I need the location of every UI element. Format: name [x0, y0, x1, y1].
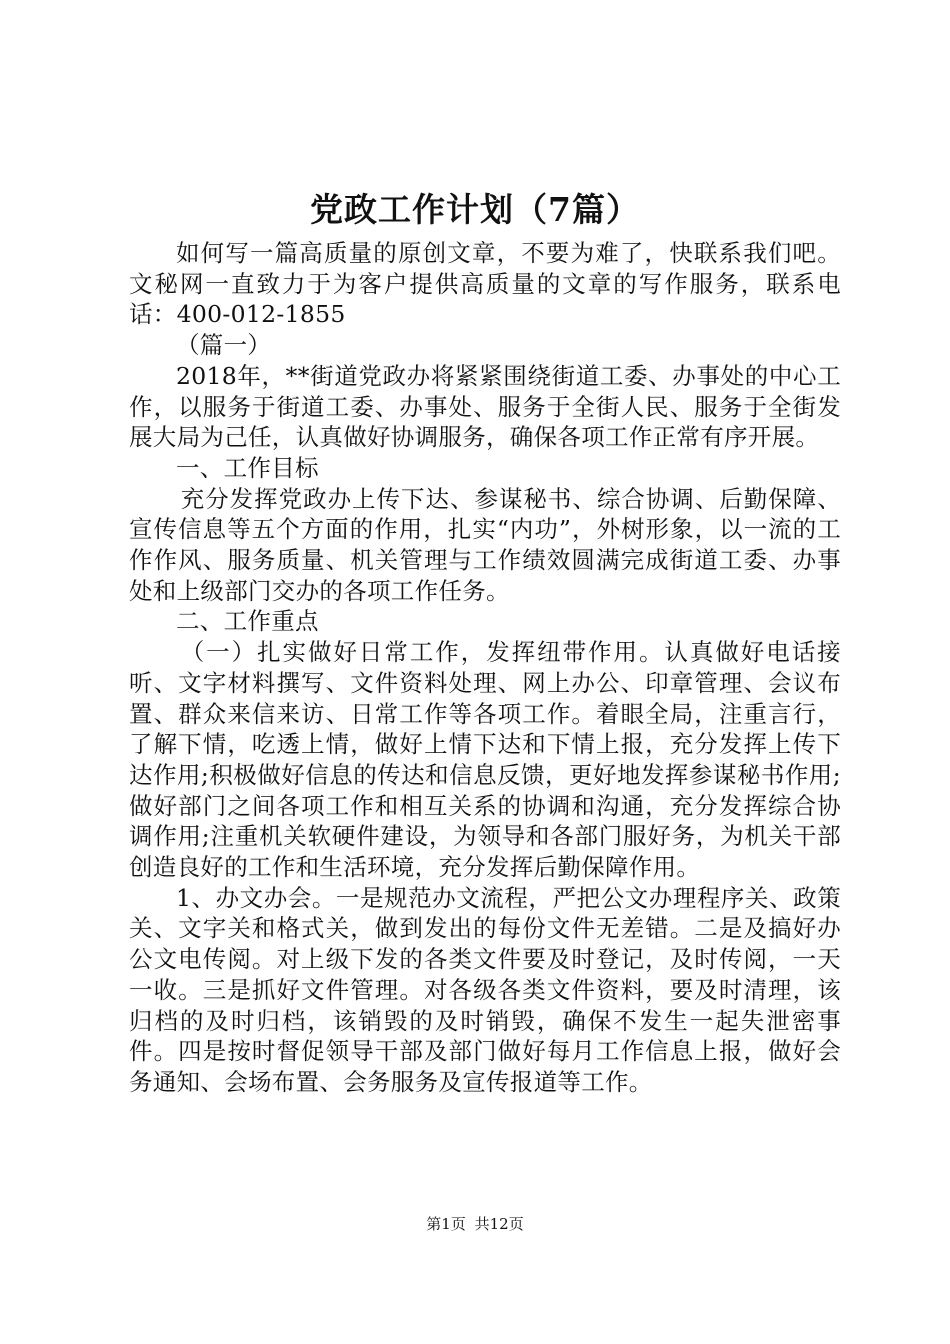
section-heading-part-one: （篇一）	[176, 331, 272, 360]
page-number: 第1页	[426, 1215, 466, 1233]
intro-paragraph: 如何写一篇高质量的原创文章，不要为难了，快联系我们吧。文秘网一直致力于为客户提供高质量的文章的写作服务，联系电话：400-012-1855	[129, 239, 841, 329]
page-footer	[0, 1213, 950, 1235]
overview-paragraph: 2018年，**街道党政办将紧紧围绕街道工委、办事处的中心工作，以服务于街道工委、办事处、服务于全街人民、服务于全街发展大局为己任，认真做好协调服务，确保各项工作正常有序开展。	[129, 361, 841, 452]
work-goals-paragraph: 充分发挥党政办上传下达、参谋秘书、综合协调、后勤保障、宣传信息等五个方面的作用，扎实“内功”，外树形象，以一流的工作作风、服务质量、机关管理与工作绩效圆满完成街道工委、办事处和上级部门交办的各项工作任务。	[129, 484, 841, 605]
heading-work-focus: 二、工作重点	[176, 607, 319, 636]
page-total: 共12页	[474, 1215, 524, 1233]
document-title: 党政工作计划（7篇）	[310, 190, 640, 229]
heading-work-goals: 一、工作目标	[176, 453, 319, 482]
daily-work-paragraph: （一）扎实做好日常工作，发挥纽带作用。认真做好电话接听、文字材料撰写、文件资料处理、网上办公、印章管理、会议布置、群众来信来访、日常工作等各项工作。着眼全局，注重言行，了解下情，吃透上情，做好上情下达和下情上报，充分发挥上传下达作用;积极做好信息的传达和信息反馈，更好地发挥参谋秘书作用;做好部门之间各项工作和相互关系的协调和沟通，充分发挥综合协调作用;注重机关软硬件建设，为领导和各部门服好务，为机关干部创造良好的工作和生活环境，充分发挥后勤保障作用。	[129, 638, 841, 882]
document-body	[129, 238, 841, 1098]
document-handling-paragraph: 1、办文办会。一是规范办文流程，严把公文办理程序关、政策关、文字关和格式关，做到发出的每份文件无差错。二是及搞好办公文电传阅。对上级下发的各类文件要及时登记，及时传阅，一天一收。三是抓好文件管理。对各级各类文件资料，要及时清理，该归档的及时归档，该销毁的及时销毁，确保不发生一起失泄密事件。四是按时督促领导干部及部门做好每月工作信息上报，做好会务通知、会场布置、会务服务及宣传报道等工作。	[129, 883, 841, 1096]
